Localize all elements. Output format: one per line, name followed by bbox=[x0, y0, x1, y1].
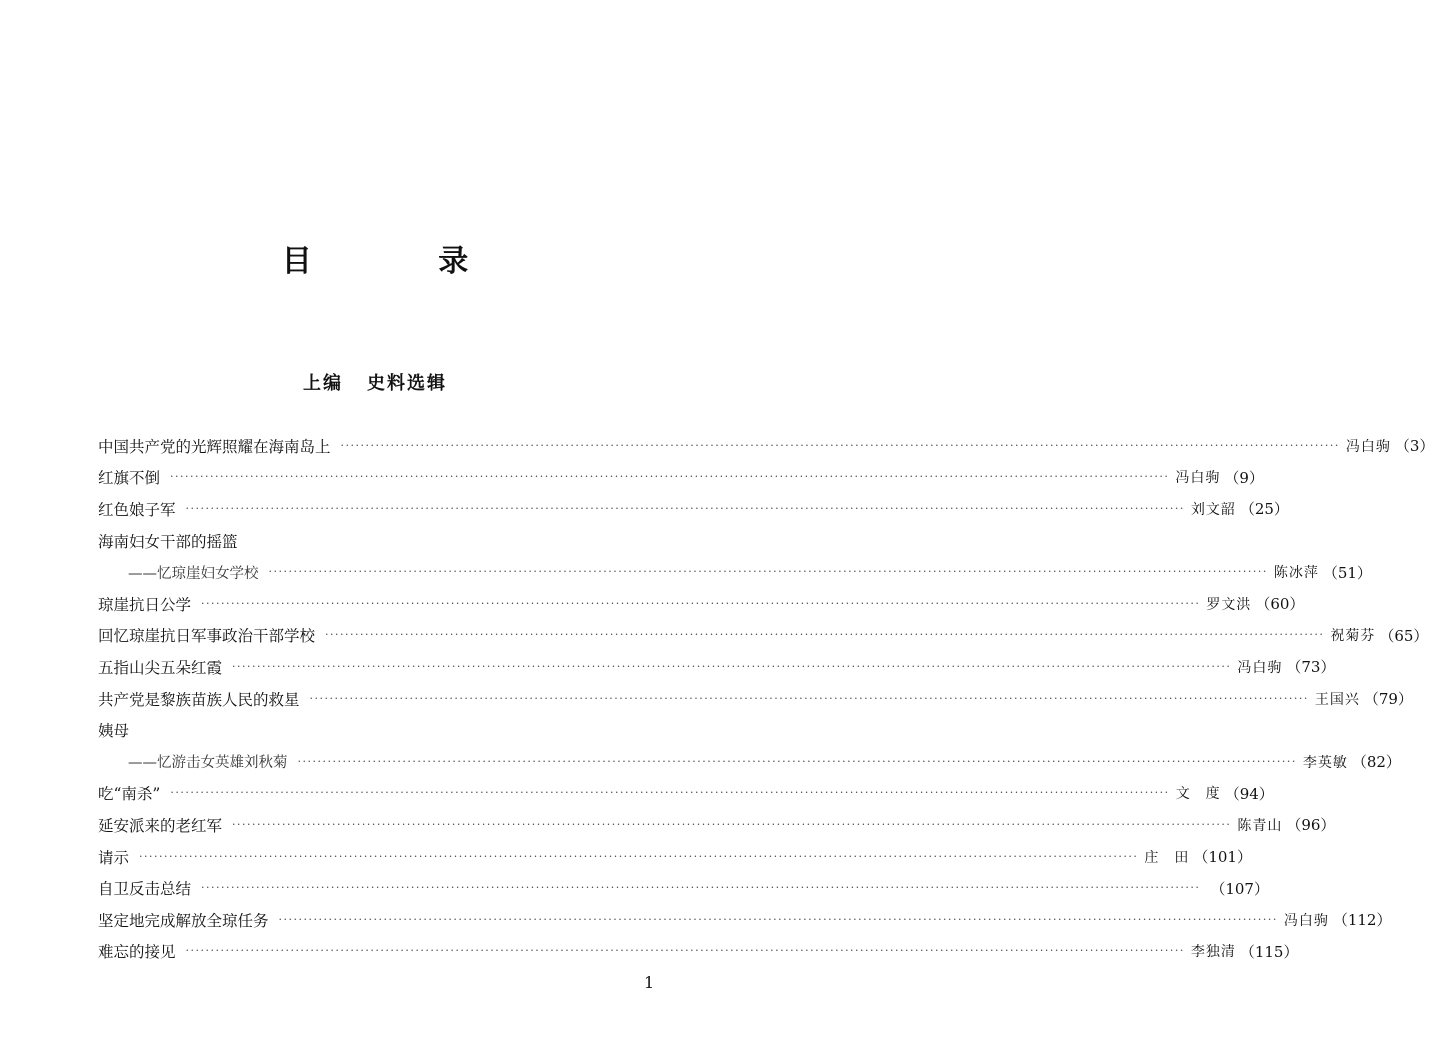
toc-entry-page: （112） bbox=[1332, 911, 1392, 930]
toc-entry-author: 冯白驹 bbox=[1237, 659, 1283, 676]
dot-leader: ········································································································································································································ bbox=[268, 565, 1268, 579]
toc-entry-page: （107） bbox=[1210, 879, 1269, 898]
toc-entry bbox=[98, 430, 1434, 462]
toc-entry-author: 王国兴 bbox=[1314, 691, 1360, 708]
toc-entry-author: 李独清 bbox=[1190, 944, 1236, 961]
toc-entry bbox=[98, 651, 1336, 683]
toc-entry bbox=[98, 936, 1299, 968]
toc-entry-subtitle: ——忆游击女英雄刘秋菊 bbox=[128, 755, 288, 772]
dot-leader: ········································································································································································································ bbox=[232, 659, 1232, 673]
toc-entry bbox=[98, 525, 652, 557]
dot-leader: ········································································································································································································ bbox=[185, 501, 1185, 515]
toc-entry-page: （79） bbox=[1363, 690, 1413, 709]
toc-entry-author: 陈冰萍 bbox=[1273, 565, 1319, 582]
toc-entry-author: 庄 田 bbox=[1144, 849, 1190, 866]
dot-leader: ········································································································································································································ bbox=[297, 754, 1297, 768]
toc-entry-author: 祝菊芬 bbox=[1330, 628, 1376, 645]
toc-entry bbox=[98, 904, 1392, 936]
toc-entry-page: （101） bbox=[1193, 848, 1252, 867]
toc-entry-page: （82） bbox=[1351, 753, 1401, 772]
toc-entry-title: 难忘的接见 bbox=[98, 943, 176, 962]
table-of-contents bbox=[98, 430, 1434, 967]
dot-leader: ········································································································································································································ bbox=[232, 817, 1232, 831]
dot-leader: ········································································································································································································ bbox=[185, 944, 1185, 958]
toc-entry-author: 冯白驹 bbox=[1345, 438, 1391, 455]
toc-entry-title: 坚定地完成解放全琼任务 bbox=[98, 911, 269, 930]
toc-entry bbox=[98, 556, 1372, 588]
toc-entry-author: 陈青山 bbox=[1237, 817, 1283, 834]
toc-entry-page: （60） bbox=[1255, 595, 1305, 614]
toc-entry-title: 回忆琼崖抗日军事政治干部学校 bbox=[98, 627, 316, 646]
toc-entry bbox=[98, 493, 1289, 525]
toc-entry-title: 姨母 bbox=[98, 722, 130, 741]
toc-entry bbox=[98, 714, 652, 746]
toc-entry-author: 冯白驹 bbox=[1175, 470, 1221, 487]
dot-leader: ········································································································································································································ bbox=[170, 470, 1170, 484]
toc-entry-page: （3） bbox=[1394, 437, 1434, 456]
section-heading bbox=[0, 371, 750, 397]
toc-entry-author: 李英敏 bbox=[1302, 754, 1348, 771]
toc-entry-page: （9） bbox=[1224, 468, 1264, 487]
toc-entry-title: 自卫反击总结 bbox=[98, 880, 192, 899]
toc-entry-page: （65） bbox=[1379, 626, 1429, 645]
dot-leader: ········································································································································································································ bbox=[278, 912, 1278, 926]
dot-leader: ········································································································································································································ bbox=[201, 596, 1201, 610]
toc-entry-page: （115） bbox=[1239, 942, 1299, 961]
toc-entry bbox=[98, 872, 1269, 904]
dot-leader: ········································································································································································································ bbox=[139, 849, 1139, 863]
toc-entry-author: 文 度 bbox=[1175, 786, 1221, 803]
toc-entry bbox=[98, 683, 1413, 715]
toc-entry-title: 五指山尖五朵红霞 bbox=[98, 658, 223, 677]
dot-leader: ········································································································································································································ bbox=[201, 881, 1201, 895]
toc-entry bbox=[98, 778, 1274, 810]
toc-entry-title: 吃“南杀” bbox=[98, 785, 161, 804]
dot-leader: ········································································································································································································ bbox=[325, 628, 1325, 642]
toc-entry bbox=[98, 746, 1401, 778]
toc-entry-title: 红色娘子军 bbox=[98, 500, 176, 519]
toc-entry-author: 冯白驹 bbox=[1283, 912, 1329, 929]
page-title: 目 录 bbox=[281, 244, 527, 279]
toc-entry bbox=[98, 841, 1252, 873]
toc-entry-page: （73） bbox=[1286, 658, 1336, 677]
dot-leader: ········································································································································································································ bbox=[340, 438, 1340, 452]
page-number: 1 bbox=[644, 973, 655, 992]
toc-entry bbox=[98, 462, 1264, 494]
dot-leader: ········································································································································································································ bbox=[309, 691, 1309, 705]
toc-entry bbox=[98, 809, 1336, 841]
toc-entry-subtitle: ——忆琼崖妇女学校 bbox=[128, 565, 259, 582]
toc-entry-title: 海南妇女干部的摇篮 bbox=[98, 532, 238, 551]
toc-entry-title: 延安派来的老红军 bbox=[98, 816, 223, 835]
toc-entry-title: 红旗不倒 bbox=[98, 469, 161, 488]
toc-entry-page: （94） bbox=[1224, 784, 1274, 803]
toc-entry-author: 刘文韶 bbox=[1190, 501, 1236, 518]
toc-entry bbox=[98, 620, 1429, 652]
toc-entry-author: 罗文洪 bbox=[1206, 596, 1252, 613]
toc-entry-page: （96） bbox=[1286, 816, 1336, 835]
toc-entry-title: 共产党是黎族苗族人民的救星 bbox=[98, 690, 300, 709]
toc-entry bbox=[98, 588, 1305, 620]
section-heading-part: 上编 bbox=[303, 373, 343, 394]
toc-entry-title: 琼崖抗日公学 bbox=[98, 595, 192, 614]
dot-leader: ········································································································································································································ bbox=[170, 786, 1170, 800]
toc-entry-page: （51） bbox=[1322, 563, 1372, 582]
toc-entry-title: 请示 bbox=[98, 848, 130, 867]
toc-entry-title: 中国共产党的光辉照耀在海南岛上 bbox=[98, 437, 331, 456]
toc-entry-page: （25） bbox=[1239, 500, 1289, 519]
section-heading-name: 史料选辑 bbox=[367, 373, 447, 394]
